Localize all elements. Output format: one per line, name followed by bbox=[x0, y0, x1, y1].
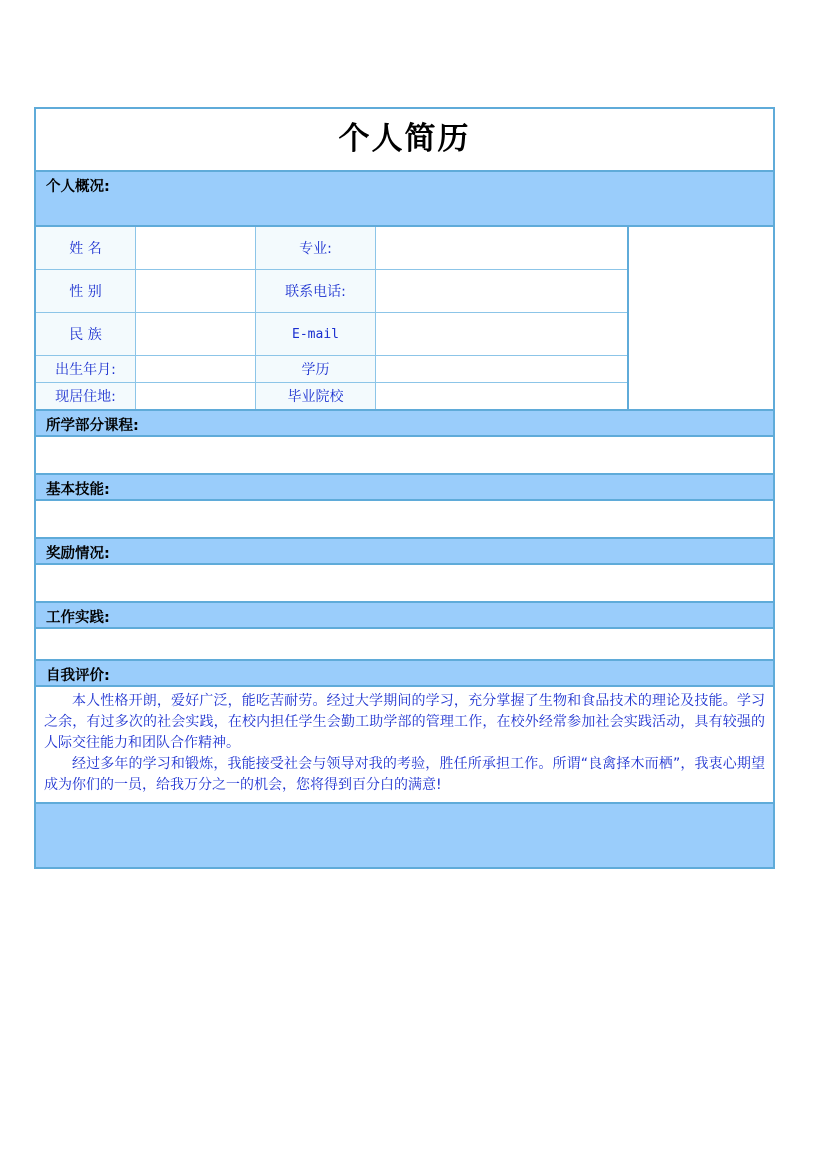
table-row bbox=[36, 313, 627, 356]
field-current-address[interactable] bbox=[136, 383, 256, 409]
self-evaluation-paragraph-2: 经过多年的学习和锻炼，我能接受社会与领导对我的考验，胜任所承担工作。所谓“良禽择木而栖”，我衷心期望成为你们的一员，给我万分之一的机会，您将得到百分白的满意! bbox=[44, 756, 765, 793]
label-graduate-school: 毕业院校 bbox=[256, 383, 376, 409]
section-header-skills: 基本技能: bbox=[36, 475, 773, 501]
footer-blue-block bbox=[36, 804, 773, 867]
field-birthdate[interactable] bbox=[136, 356, 256, 382]
field-courses[interactable] bbox=[36, 437, 773, 475]
page-title: 个人简历 bbox=[338, 121, 471, 157]
section-header-overview: 个人概况: bbox=[36, 172, 773, 227]
field-name[interactable] bbox=[136, 227, 256, 269]
label-birthdate: 出生年月: bbox=[36, 356, 136, 382]
field-phone[interactable] bbox=[376, 270, 627, 312]
self-evaluation-paragraph-1: 本人性格开朗，爱好广泛，能吃苦耐劳。经过大学期间的学习，充分掌握了生物和食品技术的理论及技能。学习之余，有过多次的社会实践，在校内担任学生会勤工助学部的管理工作，在校外经常参加社会实践活动，具有较强的人际交往能力和团队合作精神。 bbox=[44, 693, 765, 751]
label-name: 姓 名 bbox=[36, 227, 136, 269]
field-graduate-school[interactable] bbox=[376, 383, 627, 409]
section-header-self-evaluation: 自我评价: bbox=[36, 661, 773, 687]
label-major: 专业: bbox=[256, 227, 376, 269]
field-gender[interactable] bbox=[136, 270, 256, 312]
label-email: E-mail bbox=[256, 313, 376, 355]
field-skills[interactable] bbox=[36, 501, 773, 539]
field-practice[interactable] bbox=[36, 629, 773, 661]
table-row bbox=[36, 356, 627, 383]
field-ethnicity[interactable] bbox=[136, 313, 256, 355]
section-header-practice: 工作实践: bbox=[36, 603, 773, 629]
field-email[interactable] bbox=[376, 313, 627, 355]
resume-title-band bbox=[36, 109, 773, 172]
table-row bbox=[36, 270, 627, 313]
info-table-left bbox=[36, 227, 629, 409]
label-current-address: 现居住地: bbox=[36, 383, 136, 409]
section-header-awards: 奖励情况: bbox=[36, 539, 773, 565]
personal-info-table bbox=[36, 227, 773, 411]
table-row bbox=[36, 383, 627, 409]
photo-placeholder-cell[interactable] bbox=[629, 227, 773, 409]
label-phone: 联系电话: bbox=[256, 270, 376, 312]
field-major[interactable] bbox=[376, 227, 627, 269]
field-self-evaluation[interactable] bbox=[36, 687, 773, 804]
table-row bbox=[36, 227, 627, 270]
section-header-courses: 所学部分课程: bbox=[36, 411, 773, 437]
label-gender: 性 别 bbox=[36, 270, 136, 312]
label-ethnicity: 民 族 bbox=[36, 313, 136, 355]
field-awards[interactable] bbox=[36, 565, 773, 603]
resume-document bbox=[34, 107, 775, 869]
label-education: 学历 bbox=[256, 356, 376, 382]
field-education[interactable] bbox=[376, 356, 627, 382]
